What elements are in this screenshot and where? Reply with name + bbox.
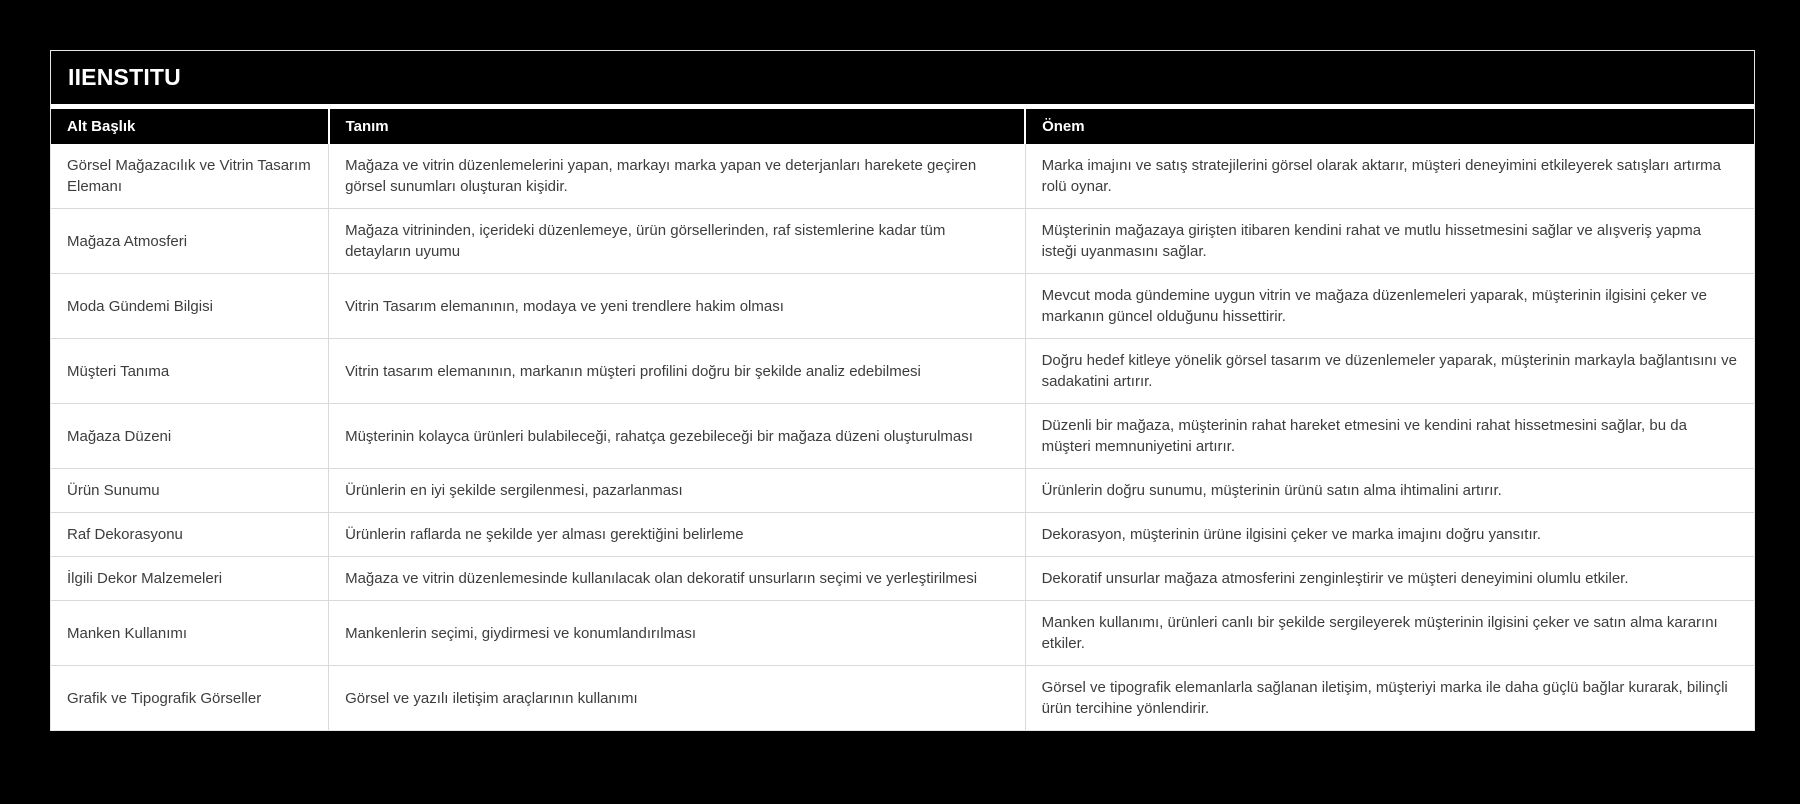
column-header-alt-baslik: Alt Başlık xyxy=(51,109,329,144)
table-row xyxy=(51,339,1754,404)
cell-tanim: Görsel ve yazılı iletişim araçlarının kullanımı xyxy=(329,666,1026,731)
table-row xyxy=(51,601,1754,666)
cell-onem: Mevcut moda gündemine uygun vitrin ve mağaza düzenlemeleri yaparak, müşterinin ilgisini çeker ve markanın güncel olduğunu hissettirir. xyxy=(1025,274,1754,339)
cell-onem: Müşterinin mağazaya girişten itibaren kendini rahat ve mutlu hissetmesini sağlar ve alışveriş yapma isteği uyanmasını sağlar. xyxy=(1025,209,1754,274)
table-row xyxy=(51,513,1754,557)
cell-tanim: Mağaza vitrininden, içerideki düzenlemeye, ürün görsellerinden, raf sistemlerine kadar tüm detayların uyumu xyxy=(329,209,1026,274)
cell-tanim: Vitrin Tasarım elemanının, modaya ve yeni trendlere hakim olması xyxy=(329,274,1026,339)
cell-alt-baslik: Ürün Sunumu xyxy=(51,469,329,513)
table-header-row xyxy=(51,109,1754,144)
info-table xyxy=(51,109,1754,730)
cell-onem: Düzenli bir mağaza, müşterinin rahat hareket etmesini ve kendini rahat hissetmesini sağlar, bu da müşteri memnuniyetini artırır. xyxy=(1025,404,1754,469)
page-title: IIENSTITU xyxy=(68,64,181,90)
content-card xyxy=(50,50,1755,731)
cell-alt-baslik: Moda Gündemi Bilgisi xyxy=(51,274,329,339)
table-row xyxy=(51,144,1754,209)
table-row xyxy=(51,209,1754,274)
column-header-onem: Önem xyxy=(1025,109,1754,144)
cell-tanim: Mankenlerin seçimi, giydirmesi ve konumlandırılması xyxy=(329,601,1026,666)
cell-tanim: Ürünlerin raflarda ne şekilde yer alması gerektiğini belirleme xyxy=(329,513,1026,557)
cell-alt-baslik: Raf Dekorasyonu xyxy=(51,513,329,557)
cell-tanim: Mağaza ve vitrin düzenlemelerini yapan, markayı marka yapan ve deterjanları harekete geçiren görsel sunumları oluşturan kişidir. xyxy=(329,144,1026,209)
cell-tanim: Vitrin tasarım elemanının, markanın müşteri profilini doğru bir şekilde analiz edebilmesi xyxy=(329,339,1026,404)
cell-onem: Manken kullanımı, ürünleri canlı bir şekilde sergileyerek müşterinin ilgisini çeker ve satın alma kararını etkiler. xyxy=(1025,601,1754,666)
cell-onem: Dekoratif unsurlar mağaza atmosferini zenginleştirir ve müşteri deneyimini olumlu etkiler. xyxy=(1025,557,1754,601)
cell-alt-baslik: Manken Kullanımı xyxy=(51,601,329,666)
cell-onem: Dekorasyon, müşterinin ürüne ilgisini çeker ve marka imajını doğru yansıtır. xyxy=(1025,513,1754,557)
column-header-tanim: Tanım xyxy=(329,109,1026,144)
table-row xyxy=(51,666,1754,731)
cell-alt-baslik: Görsel Mağazacılık ve Vitrin Tasarım Elemanı xyxy=(67,157,311,195)
cell-onem: Marka imajını ve satış stratejilerini görsel olarak aktarır, müşteri deneyimini etkileyerek satışları artırma rolü oynar. xyxy=(1025,144,1754,209)
cell-alt-baslik: Mağaza Atmosferi xyxy=(51,209,329,274)
cell-tanim: Mağaza ve vitrin düzenlemesinde kullanılacak olan dekoratif unsurların seçimi ve yerleştirilmesi xyxy=(329,557,1026,601)
table-row xyxy=(51,404,1754,469)
cell-tanim: Müşterinin kolayca ürünleri bulabileceği, rahatça gezebileceği bir mağaza düzeni oluşturulması xyxy=(329,404,1026,469)
table-row xyxy=(51,469,1754,513)
cell-alt-baslik: Grafik ve Tipografik Görseller xyxy=(51,666,329,731)
table-row xyxy=(51,557,1754,601)
title-bar xyxy=(51,51,1754,104)
cell-onem: Görsel ve tipografik elemanlarla sağlanan iletişim, müşteriyi marka ile daha güçlü bağlar kurarak, bilinçli ürün tercihine yönlendirir. xyxy=(1025,666,1754,731)
cell-tanim: Ürünlerin en iyi şekilde sergilenmesi, pazarlanması xyxy=(329,469,1026,513)
table-row xyxy=(51,274,1754,339)
cell-onem: Ürünlerin doğru sunumu, müşterinin ürünü satın alma ihtimalini artırır. xyxy=(1025,469,1754,513)
cell-alt-baslik: İlgili Dekor Malzemeleri xyxy=(51,557,329,601)
cell-alt-baslik: Mağaza Düzeni xyxy=(51,404,329,469)
cell-alt-baslik: Müşteri Tanıma xyxy=(51,339,329,404)
cell-onem: Doğru hedef kitleye yönelik görsel tasarım ve düzenlemeler yaparak, müşterinin markayla bağlantısını ve sadakatini artırır. xyxy=(1025,339,1754,404)
